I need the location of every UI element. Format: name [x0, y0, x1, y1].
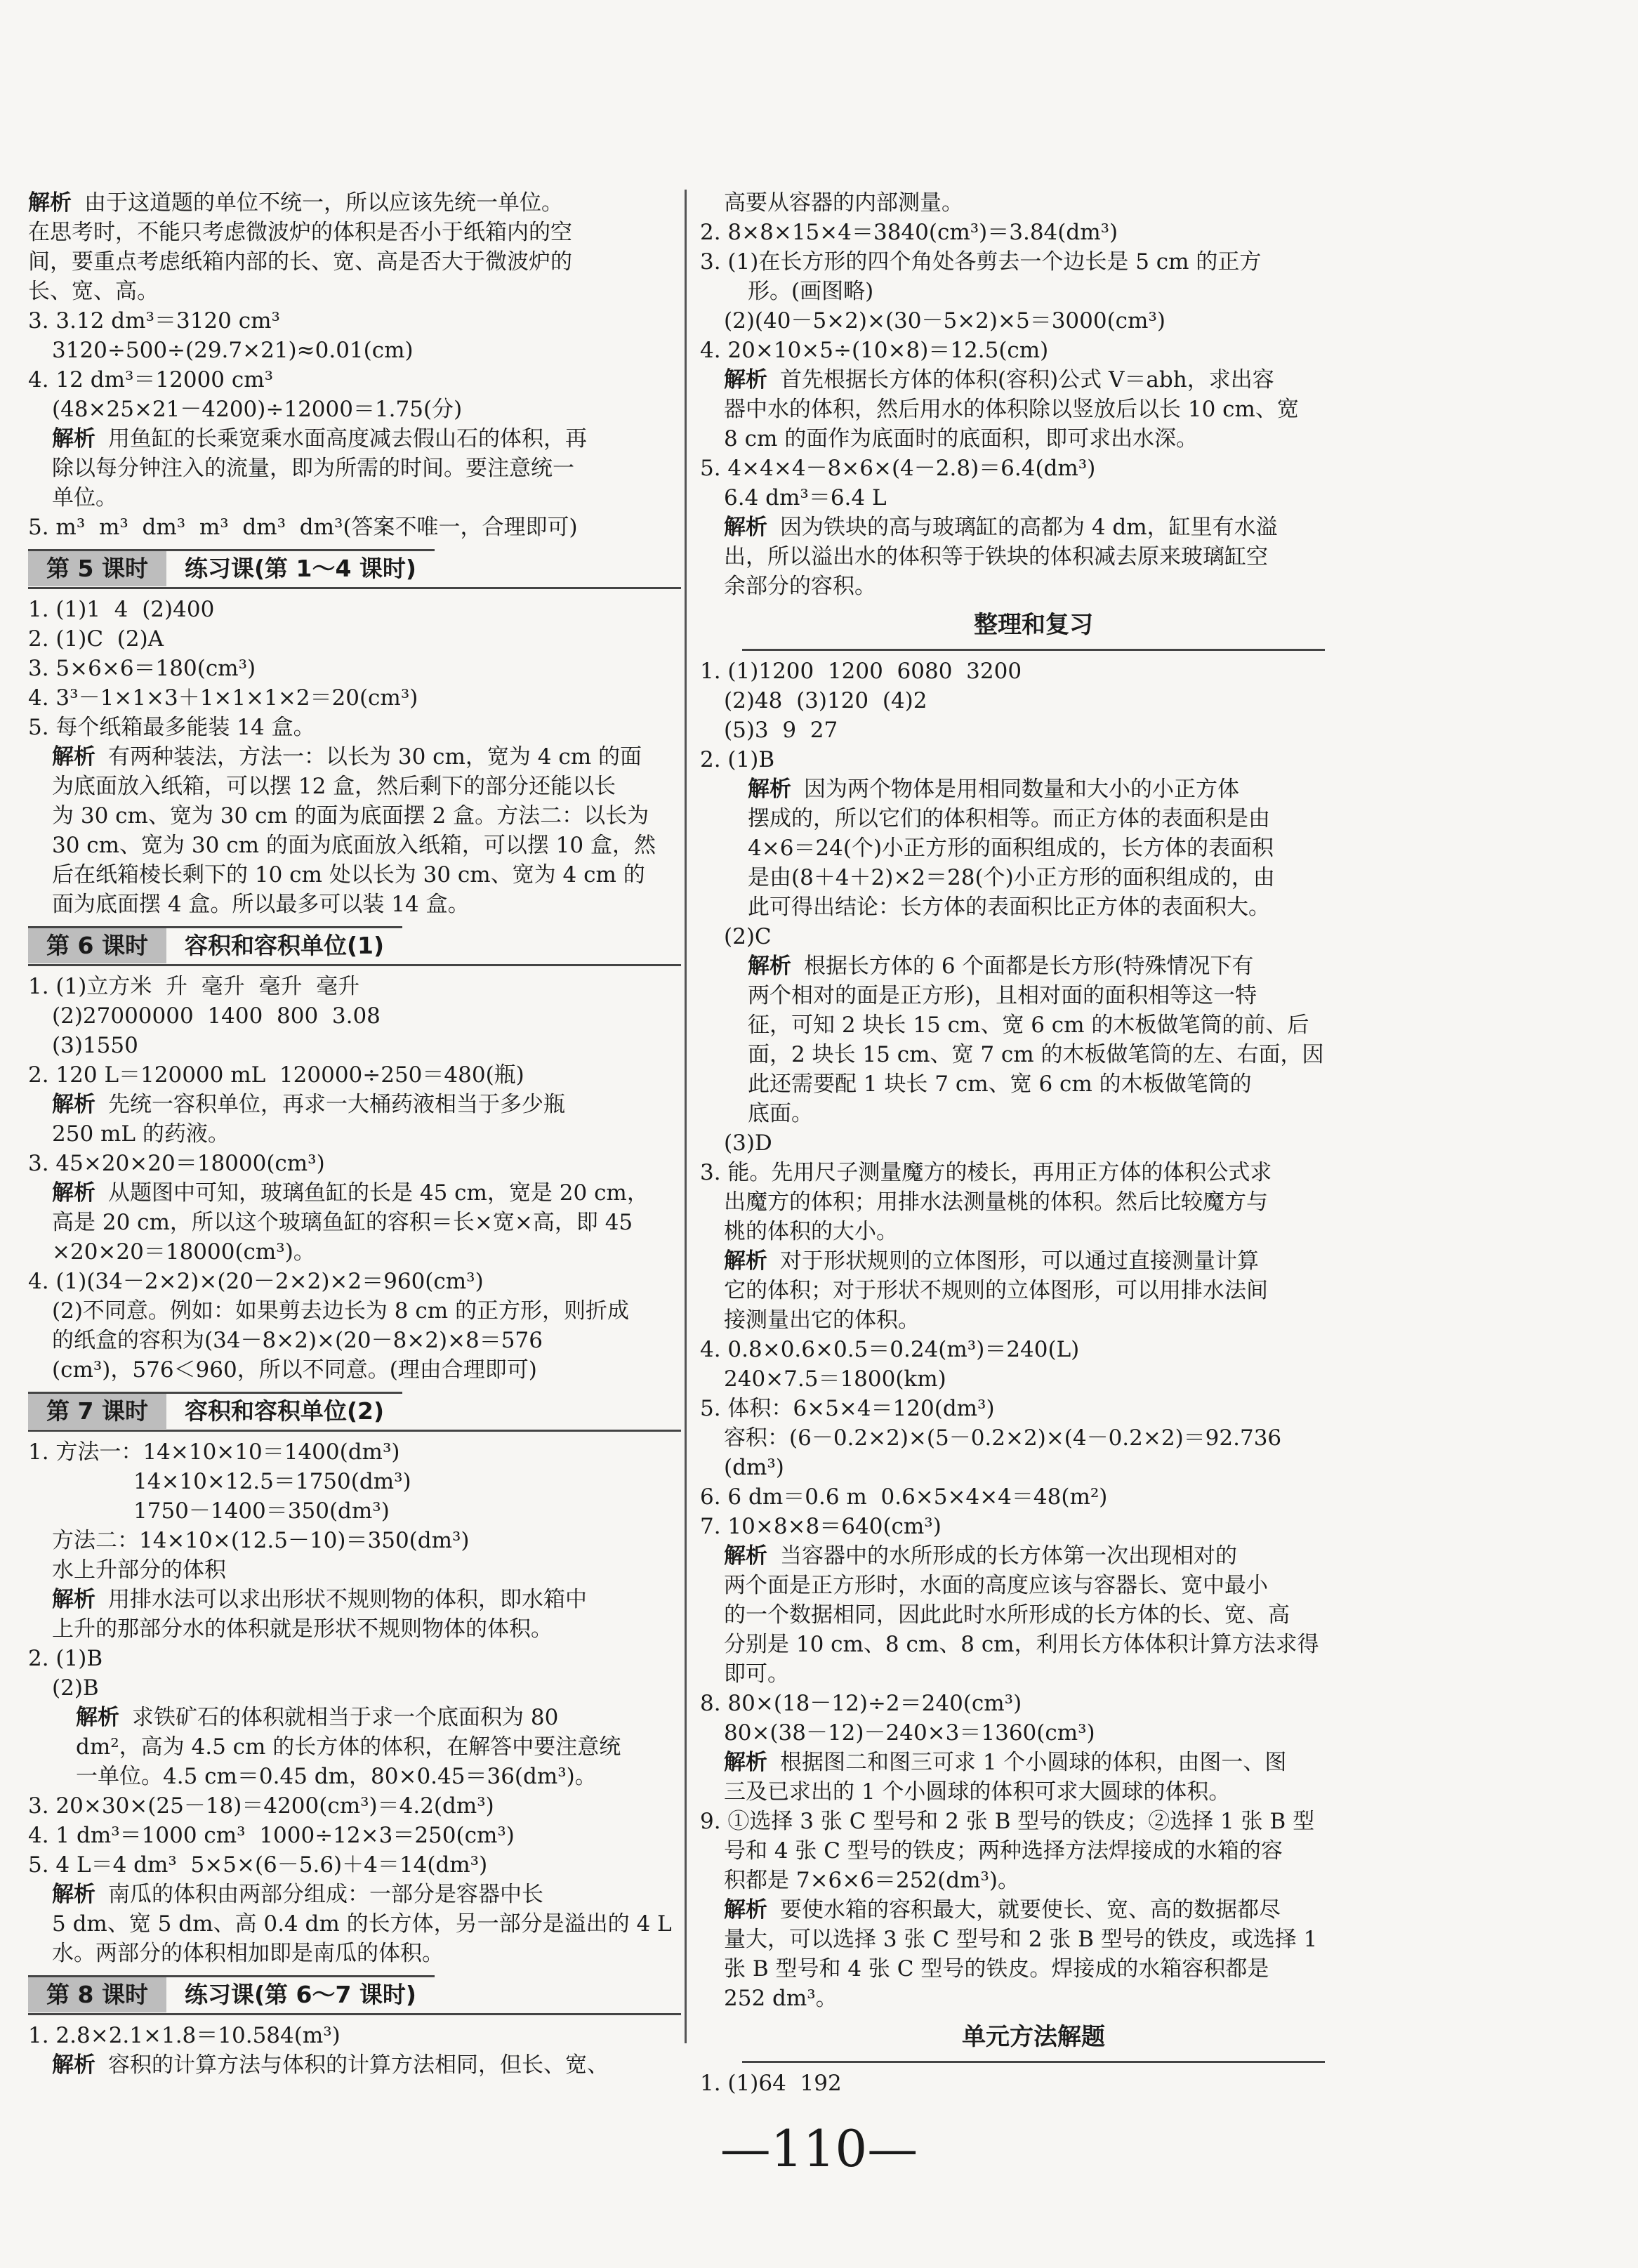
answer-line: 80×(38－12)－240×3＝1360(cm³)	[724, 1720, 1095, 1746]
text-span: 对于形状规则的立体图形，可以通过直接测量计算	[780, 1248, 1259, 1274]
answer-line: (48×25×21－4200)÷12000＝1.75(分)	[52, 397, 463, 422]
answer-line: 积都是 7×6×6＝252(dm³)。	[724, 1868, 1019, 1893]
text-line: 两个面是正方形时，水面的高度应该与容器长、宽中最小	[724, 1573, 1268, 1598]
text-line: 水。两部分的体积相加即是南瓜的体积。	[52, 1941, 444, 1966]
text-line: 它的体积；对于形状不规则的立体图形，可以用排水法间	[724, 1278, 1268, 1303]
text-line: 接测量出它的体积。	[724, 1307, 920, 1333]
lesson-header-5	[28, 548, 681, 589]
lesson-title: 练习课(第 1～4 课时)	[166, 549, 435, 586]
answer-line: 3. (1)在长方形的四个角处各剪去一个边长是 5 cm 的正方	[700, 249, 1262, 275]
lesson-header-7	[28, 1390, 681, 1432]
analysis-label: 解析	[52, 2052, 95, 2078]
text-line: 为底面放入纸箱，可以摆 12 盒，然后剩下的部分还能以长	[52, 774, 616, 799]
text-line: 8 cm 的面作为底面时的底面积，即可求出水深。	[724, 426, 1198, 451]
answer-line: (2)27000000 1400 800 3.08	[52, 1003, 381, 1029]
text-span: 容积的计算方法与体积的计算方法相同，但长、宽、	[108, 2052, 609, 2078]
text-line	[28, 188, 681, 218]
text-line: 上升的那部分水的体积就是形状不规则物体的体积。	[52, 1616, 553, 1642]
answer-line: 3. 45×20×20＝18000(cm³)	[28, 1151, 325, 1176]
text-span: 南瓜的体积由两部分组成：一部分是容器中长	[108, 1882, 543, 1907]
section-heading: 单元方法解题	[742, 2017, 1325, 2063]
lesson-header-8	[28, 1974, 681, 2015]
answer-line: 方法二：14×10×(12.5－10)＝350(dm³)	[52, 1528, 470, 1553]
analysis-label: 解析	[52, 1587, 95, 1612]
answer-line: 1750－1400＝350(dm³)	[133, 1498, 390, 1524]
text-span: 根据图二和图三可求 1 个小圆球的体积，由图一、图	[780, 1750, 1287, 1775]
lesson-tag: 第 8 课时	[28, 1975, 166, 2012]
left-column	[28, 188, 681, 2080]
text-span: 先统一容积单位，再求一大桶药液相当于多少瓶	[108, 1092, 565, 1117]
analysis-label: 解析	[724, 515, 767, 540]
answer-line: 2. (1)B	[28, 1646, 103, 1671]
lesson-tag: 第 6 课时	[28, 926, 166, 963]
answer-line: 形。(画图略)	[748, 279, 874, 304]
text-line: 征，可知 2 块长 15 cm、宽 6 cm 的木板做笔筒的前、后	[748, 1013, 1309, 1038]
answer-line: 3. 能。先用尺子测量魔方的棱长，再用正方体的体积公式求	[700, 1160, 1272, 1185]
text-line: 量大，可以选择 3 张 C 型号和 2 张 B 型号的铁皮，或选择 1	[724, 1927, 1318, 1952]
answer-line: 2. 8×8×15×4＝3840(cm³)＝3.84(dm³)	[700, 220, 1118, 245]
answer-line: 4. (1)(34－2×2)×(20－2×2)×2＝960(cm³)	[28, 1269, 484, 1294]
answer-line: 3. 20×30×(25－18)＝4200(cm³)＝4.2(dm³)	[28, 1793, 494, 1819]
lesson-title: 练习课(第 6～7 课时)	[166, 1975, 435, 2012]
answer-line: (5)3 9 27	[724, 718, 838, 743]
answer-line: 5. 体积：6×5×4＝120(dm³)	[700, 1396, 995, 1421]
text-span: 根据长方体的 6 个面都是长方形(特殊情况下有	[804, 954, 1254, 979]
lesson-tag: 第 5 课时	[28, 549, 166, 586]
text-line: 此还需要配 1 块长 7 cm、宽 6 cm 的木板做笔筒的	[748, 1072, 1252, 1097]
analysis-label: 解析	[724, 1248, 767, 1274]
answer-line: 7. 10×8×8＝640(cm³)	[700, 1514, 942, 1539]
text-line: 间，要重点考虑纸箱内部的长、宽、高是否大于微波炉的	[28, 249, 572, 275]
answer-line: 4. 1 dm³＝1000 cm³ 1000÷12×3＝250(cm³)	[28, 1823, 515, 1848]
answer-line: 出魔方的体积；用排水法测量桃的体积。然后比较魔方与	[724, 1189, 1268, 1215]
analysis-label: 解析	[52, 1092, 95, 1117]
text-line: 高是 20 cm，所以这个玻璃鱼缸的容积＝长×宽×高，即 45	[52, 1210, 633, 1235]
text-line: 面，2 块长 15 cm、宽 7 cm 的木板做笔筒的左、右面，因	[748, 1042, 1324, 1067]
answer-line: (2)B	[52, 1675, 99, 1701]
text-line: 为 30 cm、宽为 30 cm 的面为底面摆 2 盒。方法二：以长为	[52, 803, 649, 829]
text-span: 用鱼缸的长乘宽乘水面高度减去假山石的体积，再	[108, 426, 587, 451]
text-line: 的一个数据相同，因此此时水所形成的长方体的长、宽、高	[724, 1602, 1290, 1628]
text-line: 此可得出结论：长方体的表面积比正方体的表面积大。	[748, 895, 1270, 920]
analysis-label: 解析	[52, 426, 95, 451]
analysis-label: 解析	[52, 744, 95, 770]
answer-line: 水上升部分的体积	[52, 1557, 226, 1583]
answer-line: 的纸盒的容积为(34－8×2)×(20－8×2)×8＝576	[52, 1328, 543, 1353]
text-span: 从题图中可知，玻璃鱼缸的长是 45 cm，宽是 20 cm，	[108, 1180, 649, 1206]
answer-line: (cm³)，576＜960，所以不同意。(理由合理即可)	[52, 1357, 537, 1383]
analysis-label: 解析	[724, 1750, 767, 1775]
text-line: 后在纸箱棱长剩下的 10 cm 处以长为 30 cm、宽为 4 cm 的	[52, 862, 645, 888]
answer-line: 4. 12 dm³＝12000 cm³	[28, 367, 274, 393]
answer-line: (3)D	[724, 1130, 772, 1156]
text-line: 是由(8＋4＋2)×2＝28(个)小正方形的面积组成的，由	[748, 865, 1275, 890]
answer-line: 6.4 dm³＝6.4 L	[724, 485, 887, 510]
text-line: 器中水的体积，然后用水的体积除以竖放后以长 10 cm、宽	[724, 397, 1299, 422]
answer-line: 240×7.5＝1800(km)	[724, 1366, 946, 1392]
text-line: 30 cm、宽为 30 cm 的面为底面放入纸箱，可以摆 10 盒，然	[52, 833, 656, 858]
answer-line: 1. (1)64 192	[700, 2071, 842, 2096]
answer-line: 4. 3³－1×1×3＋1×1×1×2＝20(cm³)	[28, 685, 418, 711]
text-line: 两个相对的面是正方形)，且相对面的面积相等这一特	[748, 983, 1257, 1008]
answer-line: 1. 方法一：14×10×10＝1400(dm³)	[28, 1439, 400, 1465]
answer-line: 2. 120 L＝120000 mL 120000÷250＝480(瓶)	[28, 1062, 524, 1088]
text-span: 求铁矿石的体积就相当于求一个底面积为 80	[132, 1705, 559, 1730]
answer-line: 3. 3.12 dm³＝3120 cm³	[28, 308, 280, 334]
answer-line: 桃的体积的大小。	[724, 1219, 898, 1244]
text-span: 因为铁块的高与玻璃缸的高都为 4 dm，缸里有水溢	[780, 515, 1278, 540]
text-line: 除以每分钟注入的流量，即为所需的时间。要注意统一	[52, 456, 574, 481]
answer-line: 1. 2.8×2.1×1.8＝10.584(m³)	[28, 2023, 341, 2048]
text-span: 首先根据长方体的体积(容积)公式 V＝abh，求出容	[780, 367, 1274, 393]
text-line: dm²，高为 4.5 cm 的长方体的体积，在解答中要注意统	[76, 1734, 621, 1760]
answer-line: 14×10×12.5＝1750(dm³)	[133, 1469, 411, 1494]
analysis-label: 解析	[28, 190, 72, 216]
text-line: 250 mL 的药液。	[52, 1121, 230, 1147]
text-span: 要使水箱的容积最大，就要使长、宽、高的数据都尽	[780, 1897, 1281, 1923]
column-divider	[685, 190, 687, 2043]
text-line: 高要从容器的内部测量。	[724, 190, 963, 216]
text-line: 三及已求出的 1 个小圆球的体积可求大圆球的体积。	[724, 1779, 1231, 1805]
text-line: 一单位。4.5 cm＝0.45 dm，80×0.45＝36(dm³)。	[76, 1764, 597, 1789]
answer-line: 5. 每个纸箱最多能装 14 盒。	[28, 715, 315, 740]
text-span: 由于这道题的单位不统一，所以应该先统一单位。	[84, 190, 563, 216]
answer-line: 6. 6 dm＝0.6 m 0.6×5×4×4＝48(m²)	[700, 1484, 1108, 1510]
text-line: 出，所以溢出水的体积等于铁块的体积减去原来玻璃缸空	[724, 544, 1268, 569]
text-line: 5 dm、宽 5 dm、高 0.4 dm 的长方体，另一部分是溢出的 4 L	[52, 1911, 672, 1937]
answer-line: 9. ①选择 3 张 C 型号和 2 张 B 型号的铁皮；②选择 1 张 B 型	[700, 1809, 1315, 1834]
text-line: 即可。	[724, 1661, 789, 1687]
answer-line: (2)不同意。例如：如果剪去边长为 8 cm 的正方形，则折成	[52, 1298, 629, 1324]
answer-line: 容积：(6－0.2×2)×(5－0.2×2)×(4－0.2×2)＝92.736	[724, 1425, 1282, 1451]
answer-line: 5. 4×4×4－8×6×(4－2.8)＝6.4(dm³)	[700, 456, 1096, 481]
text-line: 分别是 10 cm、8 cm、8 cm，利用长方体体积计算方法求得	[724, 1632, 1319, 1657]
answer-line: 1. (1)1 4 (2)400	[28, 597, 215, 622]
text-line: ×20×20＝18000(cm³)。	[52, 1239, 315, 1265]
text-span: 因为两个物体是用相同数量和大小的小正方体	[804, 777, 1239, 802]
answer-line: 3. 5×6×6＝180(cm³)	[28, 656, 256, 681]
page-number: —110—	[720, 2119, 918, 2178]
analysis-label: 解析	[76, 1705, 119, 1730]
answer-line: (3)1550	[52, 1033, 138, 1058]
text-span: 用排水法可以求出形状不规则物的体积，即水箱中	[108, 1587, 587, 1612]
analysis-label: 解析	[52, 1180, 95, 1206]
analysis-label: 解析	[724, 367, 767, 393]
text-span: 当容器中的水所形成的长方体第一次出现相对的	[780, 1543, 1237, 1569]
text-line: 面为底面摆 4 盒。所以最多可以装 14 盒。	[52, 892, 470, 917]
analysis-label: 解析	[748, 954, 791, 979]
text-line: 252 dm³。	[724, 1986, 838, 2011]
answer-line: (2)(40－5×2)×(30－5×2)×5＝3000(cm³)	[724, 308, 1165, 334]
answer-line: 5. 4 L＝4 dm³ 5×5×(6－5.6)＋4＝14(dm³)	[28, 1852, 488, 1878]
text-line: 摆成的，所以它们的体积相等。而正方体的表面积是由	[748, 806, 1270, 831]
text-line: 在思考时，不能只考虑微波炉的体积是否小于纸箱内的空	[28, 220, 572, 245]
text-line: 张 B 型号和 4 张 C 型号的铁皮。焊接成的水箱容积都是	[724, 1956, 1269, 1982]
text-line: 4×6＝24(个)小正方形的面积组成的，长方体的表面积	[748, 836, 1274, 861]
lesson-title: 容积和容积单位(2)	[166, 1392, 402, 1429]
answer-line: 2. (1)B	[700, 747, 775, 772]
text-line: 长、宽、高。	[28, 279, 159, 304]
text-line: 底面。	[748, 1101, 813, 1126]
right-column	[700, 188, 1367, 2098]
text-line: 单位。	[52, 485, 117, 510]
analysis-label: 解析	[748, 777, 791, 802]
lesson-header-6	[28, 925, 681, 966]
analysis-label: 解析	[52, 1882, 95, 1907]
answer-line: (2)48 (3)120 (4)2	[724, 688, 927, 713]
lesson-title: 容积和容积单位(1)	[166, 926, 402, 963]
answer-line: 3120÷500÷(29.7×21)≈0.01(cm)	[52, 338, 414, 363]
answer-line: (2)C	[724, 924, 772, 949]
section-heading: 整理和复习	[742, 605, 1325, 651]
answer-line: 8. 80×(18－12)÷2＝240(cm³)	[700, 1691, 1022, 1716]
answer-line: 4. 20×10×5÷(10×8)＝12.5(cm)	[700, 338, 1049, 363]
answer-line: 1. (1)立方米 升 毫升 毫升 毫升	[28, 974, 360, 999]
lesson-tag: 第 7 课时	[28, 1392, 166, 1429]
answer-line: 号和 4 张 C 型号的铁皮；两种选择方法焊接成的水箱的容	[724, 1838, 1283, 1864]
text-line: 余部分的容积。	[724, 574, 876, 599]
answer-line: 1. (1)1200 1200 6080 3200	[700, 659, 1022, 684]
answer-line: 5. m³ m³ dm³ m³ dm³ dm³(答案不唯一，合理即可)	[28, 515, 578, 540]
answer-line: (dm³)	[724, 1455, 784, 1480]
answer-line: 4. 0.8×0.6×0.5＝0.24(m³)＝240(L)	[700, 1337, 1080, 1362]
text-span: 有两种装法，方法一：以长为 30 cm，宽为 4 cm 的面	[108, 744, 642, 770]
analysis-label: 解析	[724, 1897, 767, 1923]
analysis-label: 解析	[724, 1543, 767, 1569]
answer-line: 2. (1)C (2)A	[28, 626, 164, 652]
